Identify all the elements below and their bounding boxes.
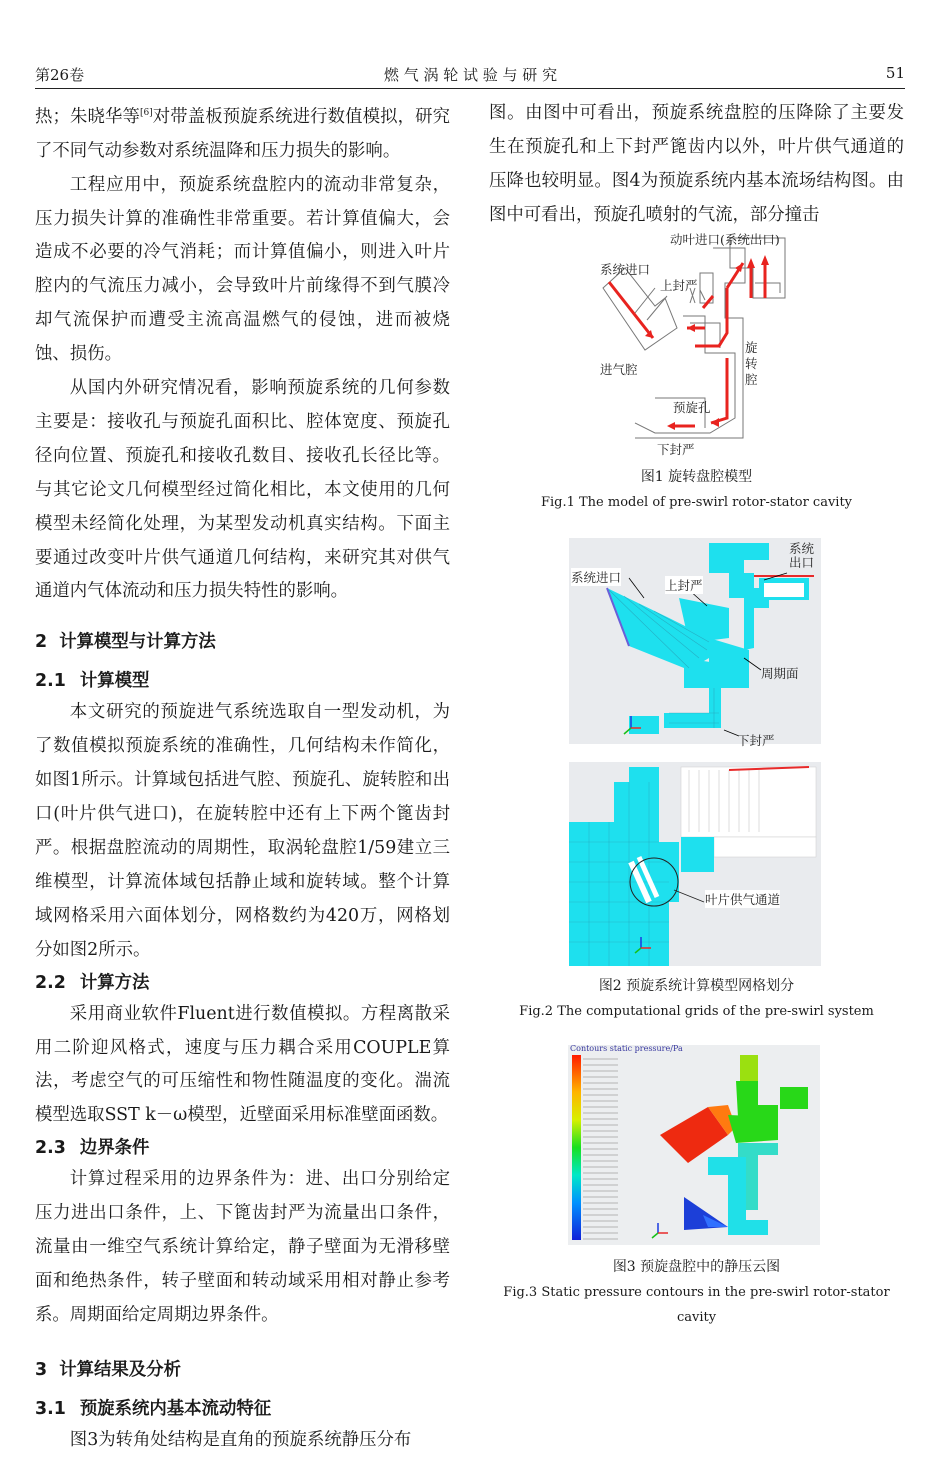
fig2-label-periodic-face: 周期面 bbox=[761, 666, 799, 681]
fig1-label-lower-seal: 下封严 bbox=[657, 442, 695, 457]
paragraph-6: 计算过程采用的边界条件为：进、出口分别给定压力进出口条件，上、下篦齿封严为流量出口条件，流量由一维空气系统计算给定，静子壁面为无滑移壁面和绝热条件，转子壁面和转动域采用相对静止参考系。周期面给定周期边界条件。 bbox=[35, 1169, 450, 1325]
paragraph-1: 热；朱晓华等[6]对带盖板预旋系统进行数值模拟，研究了不同气动参数对系统温降和压力损失的影响。 bbox=[35, 106, 450, 161]
figure-2-mesh-bottom bbox=[569, 762, 821, 966]
figure-2-mesh-bottom-drawing bbox=[569, 762, 821, 966]
section-3-heading: 3 计算结果及分析 bbox=[35, 1359, 181, 1380]
citation-ref: [6] bbox=[139, 108, 153, 118]
page-number: 51 bbox=[885, 64, 905, 82]
section-2-heading: 2 计算模型与计算方法 bbox=[35, 632, 216, 653]
paragraph-2: 工程应用中，预旋系统盘腔内的流动非常复杂，压力损失计算的准确性非常重要。若计算值偏大，会造成不必要的冷气消耗；而计算值偏小，则进入叶片腔内的气流压力减小，会导致叶片前缘得不到气膜冷却气流保护而遭受主流高温燃气的侵蚀，进而被烧蚀、损伤。 bbox=[35, 174, 450, 365]
fig2-label-blade-channel: 叶片供气通道 bbox=[705, 892, 781, 907]
fig1-label-rotor-inlet: 动叶进口(系统出口) bbox=[670, 232, 780, 247]
paragraph-5: 采用商业软件Fluent进行数值模拟。方程离散采用二阶迎风格式，速度与压力耦合采用COUPLE算法，考虑空气的可压缩性和物性随温度的变化。湍流模型选取SST k－ω模型，近壁面采用标准壁面函数。 bbox=[35, 1003, 450, 1126]
fig2-label-system-inlet: 系统进口 bbox=[571, 570, 622, 585]
paragraph-3: 从国内外研究情况看，影响预旋系统的几何参数主要是：接收孔与预旋孔面积比、腔体宽度、预旋孔径向位置、预旋孔和接收孔数目、接收孔长径比等。与其它论文几何模型经过简化相比，本文使用的几何模型未经简化处理，为某型发动机真实结构。下面主要通过改变叶片供气通道几何结构，来研究其对供气通道内气体流动和压力损失特性的影响。 bbox=[35, 378, 450, 602]
fig2-label-upper-seal: 上封严 bbox=[665, 578, 703, 593]
subsection-2-1-heading: 2.1 计算模型 bbox=[35, 671, 150, 692]
figure-1 bbox=[595, 228, 810, 457]
fig2-label-system-outlet: 系统 出口 bbox=[789, 541, 815, 570]
volume-label: 第26卷 bbox=[35, 66, 85, 84]
figure-2-caption-en: Fig.2 The computational grids of the pre-swirl system bbox=[519, 1004, 874, 1019]
figure-1-caption-en: Fig.1 The model of pre-swirl rotor-stator cavity bbox=[540, 495, 853, 510]
left-column bbox=[35, 97, 450, 1458]
figure-1-caption-cn: 图1 旋转盘腔模型 bbox=[640, 469, 753, 485]
fig3-legend-title: Contours static pressure/Pa bbox=[570, 1044, 683, 1053]
fig2-label-lower-seal: 下封严 bbox=[737, 733, 775, 748]
journal-title: 燃 气 涡 轮 试 验 与 研 究 bbox=[383, 66, 558, 84]
subsection-2-2-heading: 2.2 计算方法 bbox=[35, 972, 150, 993]
fig1-label-preswirl-hole: 预旋孔 bbox=[673, 400, 711, 415]
header-rule bbox=[35, 88, 905, 89]
paragraph-4: 本文研究的预旋进气系统选取自一型发动机，为了数值模拟预旋系统的准确性，几何结构未作简化，如图1所示。计算域包括进气腔、预旋孔、旋转腔和出口(叶片供气进口)，在旋转腔中还有上下两个篦齿封严。根据盘腔流动的周期性，取涡轮盘腔1/59建立三维模型，计算流体域包括静止域和旋转域。整个计算域网格采用六面体划分，网格数约为420万，网格划分如图2所示。 bbox=[35, 702, 450, 960]
subsection-2-3-heading: 2.3 边界条件 bbox=[35, 1138, 150, 1159]
figure-3-contour bbox=[568, 1045, 820, 1245]
fig1-label-system-inlet: 系统进口 bbox=[600, 262, 651, 277]
figure-2-caption-cn: 图2 预旋系统计算模型网格划分 bbox=[598, 978, 795, 994]
fig1-label-upper-seal: 上封严 bbox=[660, 278, 698, 293]
fig1-label-rotating-cavity: 旋 转 腔 bbox=[745, 340, 758, 387]
figure-3-caption-cn: 图3 预旋盘腔中的静压云图 bbox=[612, 1259, 781, 1275]
figure-3-caption-en: Fig.3 Static pressure contours in the pre-swirl rotor-stator cavity bbox=[503, 1285, 890, 1325]
figure-3-drawing bbox=[568, 1045, 820, 1245]
fig1-label-intake-cavity: 进气腔 bbox=[600, 362, 638, 377]
figure-2-mesh-top bbox=[569, 538, 821, 748]
subsection-3-1-heading: 3.1 预旋系统内基本流动特征 bbox=[35, 1398, 272, 1419]
right-column bbox=[489, 97, 904, 233]
paragraph-right-1: 图。由图中可看出，预旋系统盘腔的压降除了主要发生在预旋孔和上下封严篦齿内以外，叶片供气通道的压降也较明显。图4为预旋系统内基本流场结构图。由图中可看出，预旋孔喷射的气流，部分撞击 bbox=[489, 103, 904, 225]
paragraph-7: 图3为转角处结构是直角的预旋系统静压分布 bbox=[69, 1429, 412, 1450]
